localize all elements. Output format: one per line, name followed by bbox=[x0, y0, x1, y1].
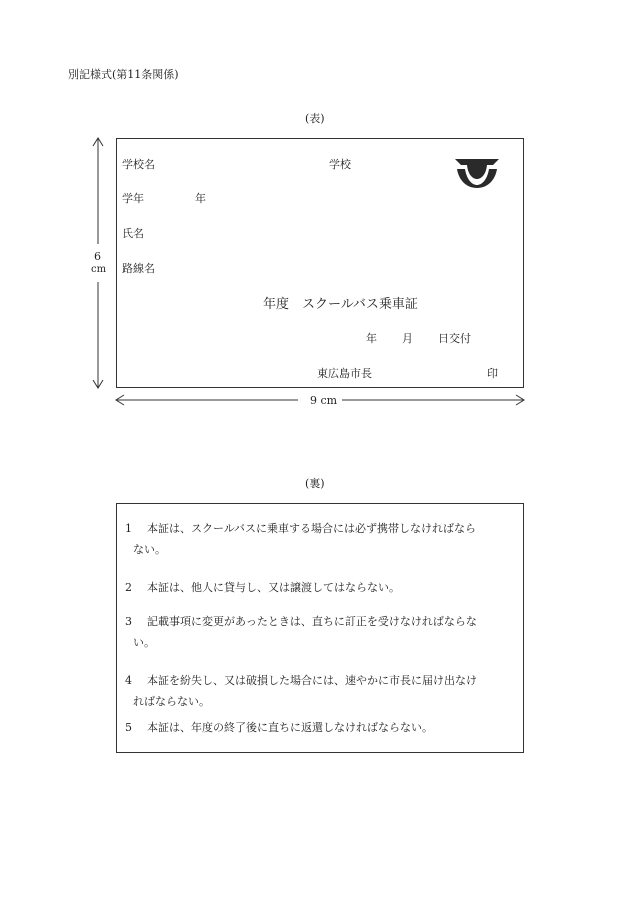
issue-day: 日交付 bbox=[438, 332, 471, 345]
rule-item bbox=[125, 670, 517, 712]
name-label: 氏名 bbox=[122, 227, 144, 240]
city-emblem-icon bbox=[453, 153, 501, 189]
rule-number: 5 bbox=[125, 721, 132, 734]
height-unit: cm bbox=[91, 264, 107, 275]
rule-text-continued: ない。 bbox=[133, 543, 166, 556]
card-title: 年度 スクールバス乗車証 bbox=[263, 297, 418, 312]
grade-suffix: 年 bbox=[195, 192, 206, 205]
rule-item bbox=[125, 611, 517, 653]
grade-label: 学年 bbox=[122, 192, 144, 205]
issuer: 東広島市長 bbox=[317, 367, 372, 380]
route-label: 路線名 bbox=[122, 262, 155, 275]
rule-text: 本証を紛失し、又は破損した場合には、速やかに市長に届け出なけ bbox=[147, 674, 477, 687]
rule-item bbox=[125, 577, 517, 598]
school-suffix: 学校 bbox=[329, 158, 351, 171]
width-label: 9 cm bbox=[310, 394, 338, 407]
rule-text: 本証は、年度の終了後に直ちに返還しなければならない。 bbox=[147, 721, 433, 734]
rule-text: 記載事項に変更があったときは、直ちに訂正を受けなければならな bbox=[147, 615, 477, 628]
rule-number: 1 bbox=[125, 522, 132, 535]
rule-number: 2 bbox=[125, 581, 132, 594]
form-title: 別記様式(第11条関係) bbox=[68, 68, 179, 81]
rule-item bbox=[125, 717, 517, 738]
issue-year: 年 bbox=[366, 332, 377, 345]
rule-item bbox=[125, 518, 517, 560]
school-label: 学校名 bbox=[122, 158, 155, 171]
rule-text-continued: い。 bbox=[133, 636, 155, 649]
rule-number: 3 bbox=[125, 615, 132, 628]
rule-text: 本証は、他人に貸与し、又は譲渡してはならない。 bbox=[147, 581, 400, 594]
bus-pass-back bbox=[116, 503, 524, 753]
front-section-label: (表) bbox=[305, 112, 325, 125]
seal-mark: 印 bbox=[487, 367, 498, 380]
height-dimension-arrow bbox=[88, 136, 108, 390]
rule-text-continued: ればならない。 bbox=[133, 695, 210, 708]
issue-month: 月 bbox=[402, 332, 413, 345]
height-number: 6 bbox=[94, 250, 101, 263]
bus-pass-front bbox=[116, 138, 524, 388]
rule-number: 4 bbox=[125, 674, 132, 687]
back-section-label: (裏) bbox=[305, 477, 325, 490]
rule-text: 本証は、スクールバスに乗車する場合には必ず携帯しなければなら bbox=[147, 522, 477, 535]
